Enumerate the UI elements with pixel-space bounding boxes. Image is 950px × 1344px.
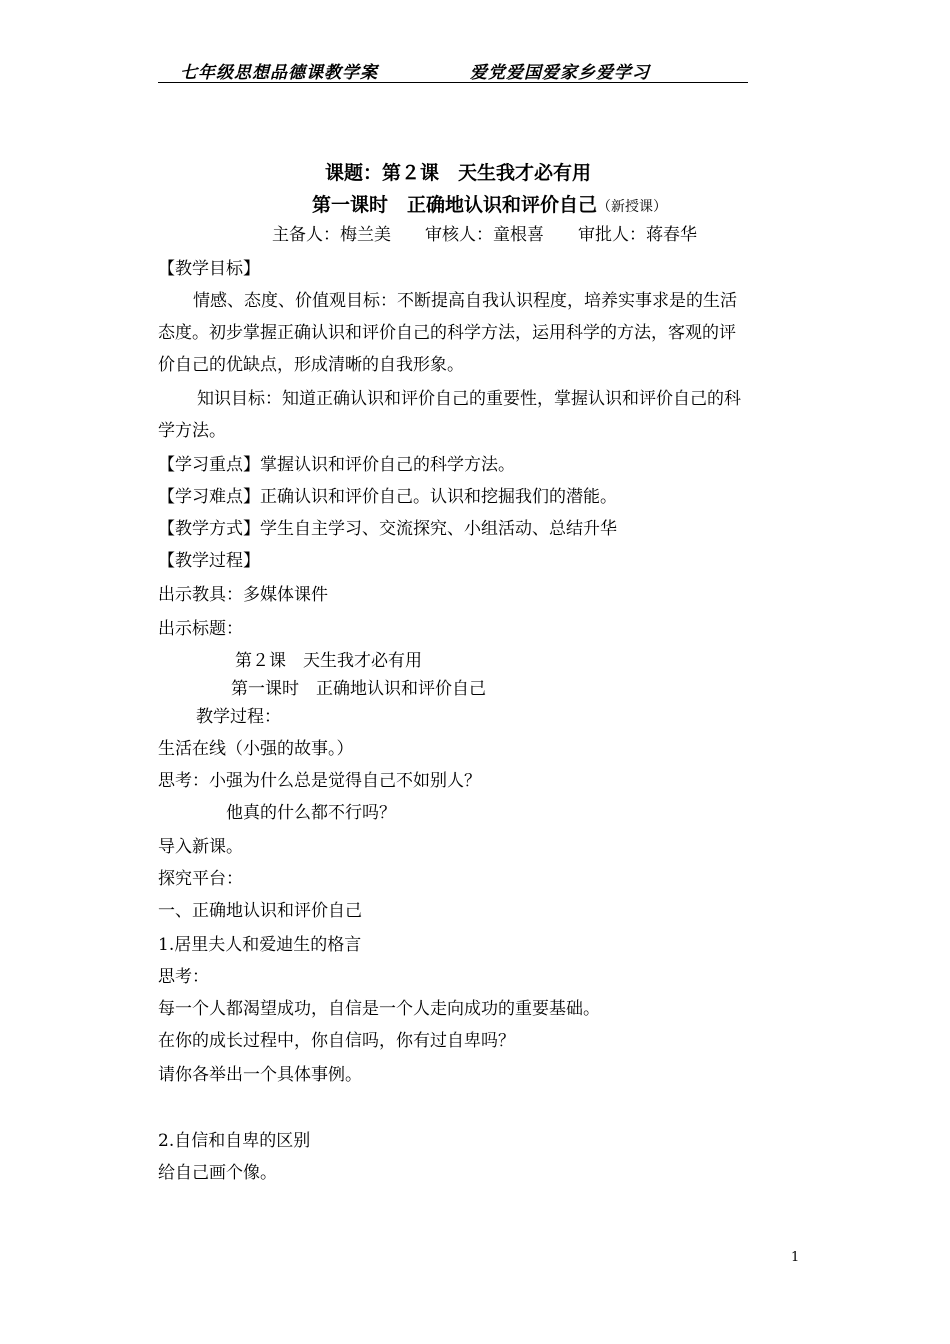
goal2-line1: 知识目标：知道正确认识和评价自己的重要性，掌握认识和评价自己的科 [197,389,741,409]
think-label-2: 思考： [158,967,209,987]
goal2-line2: 学方法。 [158,421,226,441]
self-portrait: 给自己画个像。 [158,1163,277,1183]
page-number: 1 [791,1250,800,1265]
staff-line: 主备人：梅兰美 审核人：童根喜 审批人：蒋春华 [272,225,697,245]
header-course-title: 七年级思想品德课教学案 [180,63,378,83]
item-1: 1.居里夫人和爱迪生的格言 [158,935,362,955]
item-2: 2.自信和自卑的区别 [158,1131,311,1151]
life-online: 生活在线（小强的故事。） [158,739,354,759]
intro-new-lesson: 导入新课。 [158,837,243,857]
difficulty: 【学习难点】正确认识和评价自己。认识和挖掘我们的潜能。 [158,487,617,507]
process-heading: 【教学过程】 [158,551,260,571]
teaching-tools: 出示教具：多媒体课件 [158,585,328,605]
question-3: 请你各举出一个具体事例。 [158,1065,362,1085]
think-question-1: 思考：小强为什么总是觉得自己不如别人？ [158,771,481,791]
session-title [312,193,667,219]
show-title-line1: 第２课 天生我才必有用 [235,651,422,671]
teaching-method: 【教学方式】学生自主学习、交流探究、小组活动、总结升华 [158,519,617,539]
explore-platform: 探究平台： [158,869,243,889]
page-header [158,56,748,83]
question-2: 在你的成长过程中，你自信吗，你有过自卑吗？ [158,1031,515,1051]
goals-heading: 【教学目标】 [158,259,260,279]
question-1: 每一个人都渴望成功，自信是一个人走向成功的重要基础。 [158,999,600,1019]
goal1-line3: 价自己的优缺点，形成清晰的自我形象。 [158,355,464,375]
goal1-line2: 态度。初步掌握正确认识和评价自己的科学方法，运用科学的方法，客观的评 [158,323,736,343]
key-point: 【学习重点】掌握认识和评价自己的科学方法。 [158,455,515,475]
session-title-text: 第一课时 正确地认识和评价自己 [312,194,598,216]
think-question-1b: 他真的什么都不行吗？ [226,803,396,823]
process-label: 教学过程： [196,707,281,727]
show-title-label: 出示标题： [158,619,243,639]
header-slogan: 爱党爱国爱家乡爱学习 [470,63,650,83]
session-note: （新授课） [597,199,668,215]
show-title-line2: 第一课时 正确地认识和评价自己 [231,679,486,699]
goal1-line1: 情感、态度、价值观目标：不断提高自我认识程度，培养实事求是的生活 [193,291,737,311]
section-1-heading: 一、正确地认识和评价自己 [158,901,362,921]
lesson-title: 课题：第２课 天生我才必有用 [325,162,592,184]
